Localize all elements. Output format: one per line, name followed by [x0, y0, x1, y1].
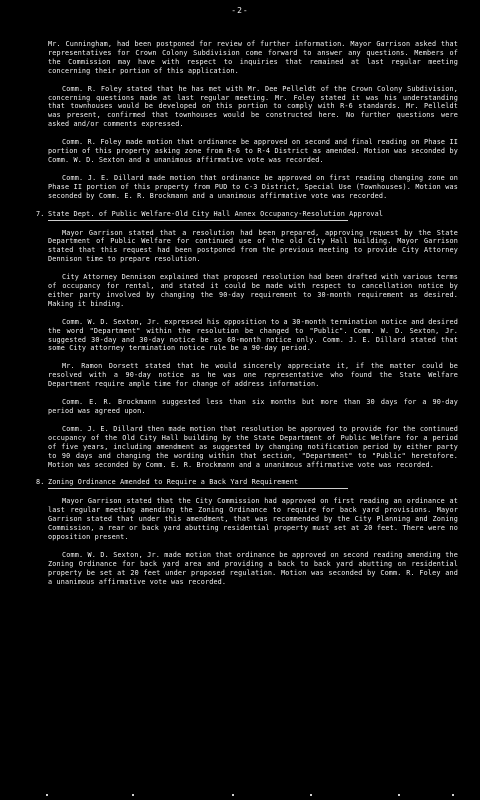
paragraph: Mr. Ramon Dorsett stated that he would sincerely appreciate it, if the matter could be resolved with a 90-day notice as he was one representative who found the State Welfare Department require ample time for change of address information. [48, 362, 458, 389]
title-underline [48, 488, 348, 489]
paragraph: City Attorney Dennison explained that proposed resolution had been drafted with various terms of occupancy for rental, and stated it could be made with respect to cancellation notice by either party involved by changing the 90-day requirement to 30-month requirement as desired. Making it binding. [48, 273, 458, 308]
scan-speck [46, 794, 48, 796]
scan-speck [452, 794, 454, 796]
page-number: -2- [231, 6, 249, 15]
scan-footer-specks [0, 786, 480, 796]
item-number: 7. [36, 209, 45, 218]
item-title: State Dept. of Public Welfare-Old City Hall Annex Occupancy-Resolution Approval [48, 209, 384, 218]
paragraph: Mr. Cunningham, had been postponed for review of further information. Mayor Garrison asked that representatives for Crown Colony Subdivision come forward to answer any questions. Members of the Commission may have with respect to inquiries that remained at last regular meeting concerning their portion of this application. [48, 40, 458, 75]
item-number: 8. [36, 478, 45, 487]
paragraph: Comm. R. Foley made motion that ordinance be approved on second and final reading on Phase II portion of this property asking zone from R-6 to R-4 District as amended. Motion was seconded by Comm. W. D. Sexton and a unanimous affirmative vote was recorded. [48, 138, 458, 164]
paragraph: Comm. W. D. Sexton, Jr. made motion that ordinance be approved on second reading amending the Zoning Ordinance for back yard area and providing a back to back yard abutting on residential property be set at 20 feet under proposed regulation. Motion was seconded by Comm. R. Foley and a unanimous affirmative vote was recorded. [48, 550, 458, 586]
paragraph: Mayor Garrison stated that a resolution had been prepared, approving request by the State Department of Public Welfare for continued use of the old City Hall building. Mayor Garrison stated that this request had been postponed from the previous meeting to provide City Attorney Dennison time to prepare resolution. [48, 228, 458, 264]
scan-speck [132, 794, 134, 796]
title-underline [48, 220, 348, 221]
item-title: Zoning Ordinance Amended to Require a Back Yard Requirement [48, 478, 299, 487]
paragraph: Mayor Garrison stated that the City Commission had approved on first reading an ordinance at last regular meeting amending the Zoning Ordinance to require for back yard provisions. Mayor Garrison stated that under this amendment, that was recommended by the City Planning and Zoning Commission, a rear or back yard abutting residential property must set at 20 feet. There were no opposition present. [48, 497, 458, 541]
paragraph: Comm. J. E. Dillard made motion that ordinance be approved on first reading changing zone on Phase II portion of this property from PUD to C-3 District, Special Use (Townhouses). Motion was seconded by Comm. E. R. Brockmann and a unanimous affirmative vote was recorded. [48, 173, 458, 200]
paragraph: Comm. J. E. Dillard then made motion that resolution be approved to provide for the continued occupancy of the Old City Hall building by the State Department of Public Welfare for a period of five years, including amendment as suggested by changing notification period by either party to 90 days and changing the wording within that section, "Department" to "Public" heretofore. Motion was seconded by Comm. E. R. Brockmann and a unanimous affirmative vote was recorded. [48, 424, 458, 469]
paragraph: Comm. E. R. Brockmann suggested less than six months but more than 30 days for a 90-day period was agreed upon. [48, 398, 458, 415]
paragraph: Comm. R. Foley stated that he has met with Mr. Dee Pelleldt of the Crown Colony Subdivision, concerning questions made at last regular meeting. Mr. Foley stated it was his understanding that townhouses would be developed on this portion to comply with R-6 standards. Mr. Pelleldt was present, confirmed that townhouses would be constructed here. No further questions were asked and/or comments expressed. [48, 84, 458, 129]
minutes-body [36, 40, 458, 596]
agenda-item-8 [36, 478, 458, 489]
scan-speck [232, 794, 234, 796]
agenda-item-7 [36, 209, 458, 221]
scan-speck [398, 794, 400, 796]
scan-speck [310, 794, 312, 796]
paragraph: Comm. W. D. Sexton, Jr. expressed his opposition to a 30-month termination notice and desired the word "Department" within the resolution be changed to "Public". Comm. W. D. Sexton, Jr. suggested 30-day and 30-day notice be so 60-month notice only. Comm. J. E. Dillard stated that some City attorney termination notice rule be a 90-day period. [48, 317, 458, 353]
